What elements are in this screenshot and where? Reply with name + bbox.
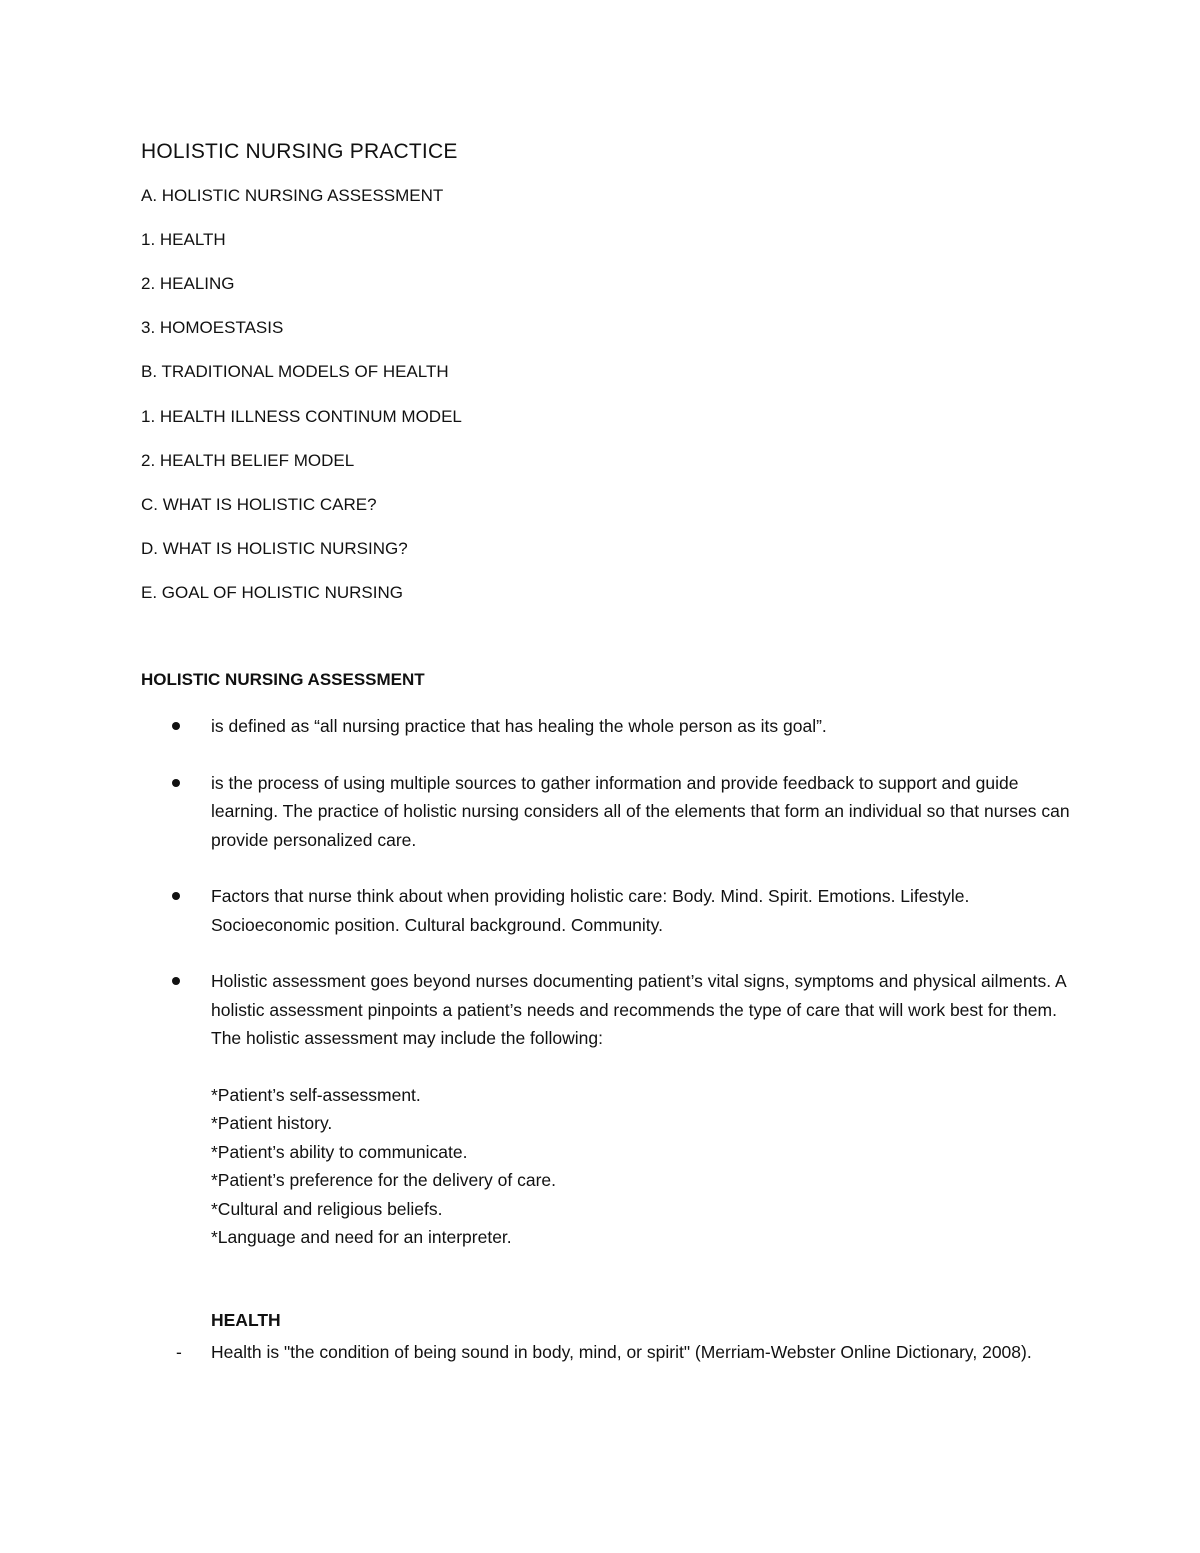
outline-item-b2: 2. HEALTH BELIEF MODEL — [141, 451, 355, 470]
outline-item-a: A. HOLISTIC NURSING ASSESSMENT — [141, 186, 444, 205]
health-heading: HEALTH — [211, 1310, 281, 1330]
assessment-items-list — [211, 1081, 1070, 1252]
outline-item-d: D. WHAT IS HOLISTIC NURSING? — [141, 539, 408, 558]
bullet-text: Holistic assessment goes beyond nurses documenting patient’s vital signs, symptoms and physical ailments. A holistic assessment pinpoints a patient’s needs and recommends the type of care that will work best for them. The holistic assessment may include the following: — [211, 971, 1066, 1048]
bullet-text: is the process of using multiple sources to gather information and provide feedback to support and guide learning. The practice of holistic nursing considers all of the elements that form an individual so that nurses can provide personalized care. — [211, 772, 1070, 850]
document-title: HOLISTIC NURSING PRACTICE — [141, 140, 458, 163]
health-definition-text: Health is "the condition of being sound in body, mind, or spirit" (Merriam-Webster Online Dictionary, 2008). — [211, 1342, 1032, 1362]
outline-item-b: B. TRADITIONAL MODELS OF HEALTH — [141, 362, 449, 381]
bullet-text: Factors that nurse think about when providing holistic care: Body. Mind. Spirit. Emotions. Lifestyle. Socioeconomic position. Cultural background. Community. — [211, 886, 970, 935]
bullet-icon — [172, 779, 180, 787]
outline-item-b1: 1. HEALTH ILLNESS CONTINUM MODEL — [141, 407, 462, 426]
assessment-item: *Patient’s preference for the delivery of care. — [211, 1170, 557, 1190]
assessment-item: *Cultural and religious beliefs. — [211, 1198, 443, 1219]
bullet-icon — [172, 722, 180, 730]
outline-item-a1: 1. HEALTH — [141, 230, 226, 249]
outline-item-c: C. WHAT IS HOLISTIC CARE? — [141, 495, 377, 514]
assessment-item: *Patient history. — [211, 1113, 333, 1133]
outline-item-e: E. GOAL OF HOLISTIC NURSING — [141, 583, 403, 602]
assessment-item: *Patient’s ability to communicate. — [211, 1141, 468, 1162]
bullet-icon — [172, 892, 180, 900]
list-item — [170, 769, 1070, 855]
assessment-heading: HOLISTIC NURSING ASSESSMENT — [141, 670, 425, 689]
bullet-text: is defined as “all nursing practice that has healing the whole person as its goal”. — [211, 716, 827, 736]
dash-marker: - — [176, 1342, 182, 1362]
assessment-item: *Language and need for an interpreter. — [211, 1227, 512, 1247]
list-item — [170, 882, 1070, 939]
assessment-item: *Patient’s self-assessment. — [211, 1084, 421, 1105]
outline-item-a2: 2. HEALING — [141, 274, 235, 293]
health-definition-item — [176, 1338, 1056, 1367]
outline-item-a3: 3. HOMOESTASIS — [141, 318, 284, 337]
assessment-bullet-list — [170, 712, 1070, 1280]
list-item — [170, 967, 1070, 1252]
bullet-icon — [172, 977, 180, 985]
list-item — [170, 712, 1070, 741]
